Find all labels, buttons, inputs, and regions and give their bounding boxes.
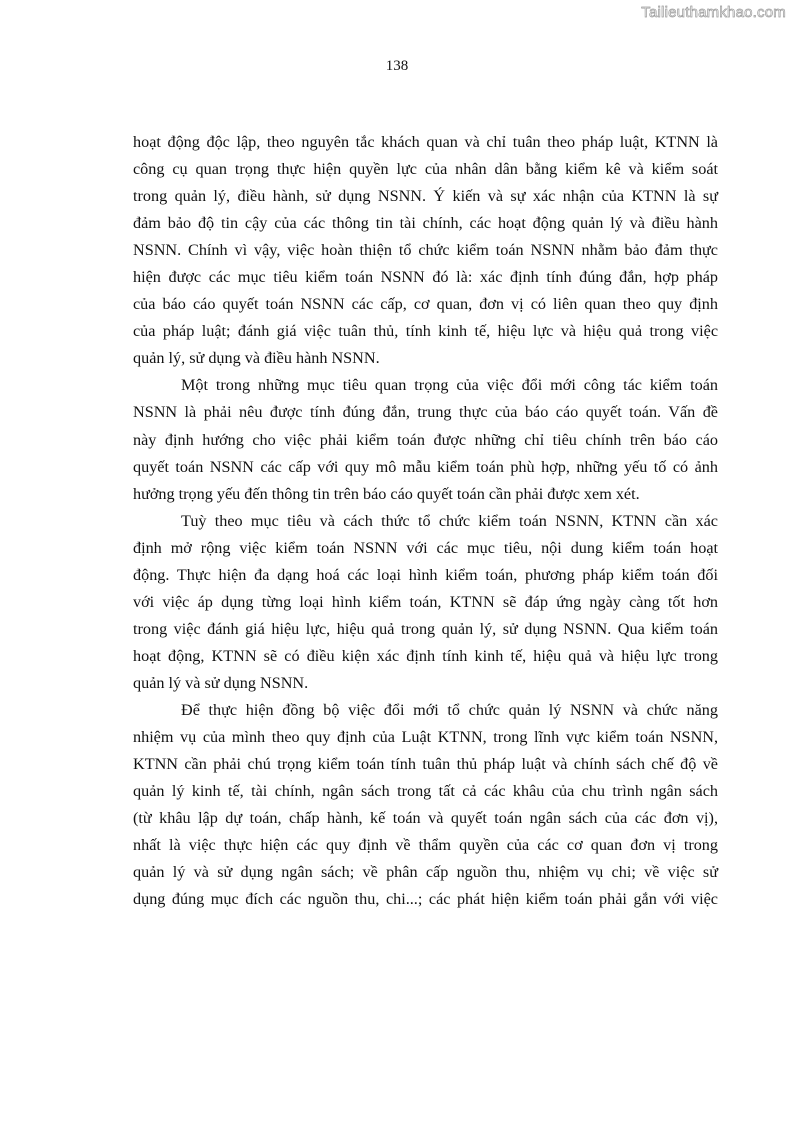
paragraph-1 bbox=[133, 129, 718, 372]
text-line: NSNN. Chính vì vậy, việc hoàn thiện tổ chức kiểm toán NSNN nhằm bảo đảm thực bbox=[133, 241, 718, 260]
page-number: 138 bbox=[385, 58, 409, 74]
text-line: (từ khâu lập dự toán, chấp hành, kế toán và quyết toán ngân sách của các đơn vị), bbox=[133, 809, 718, 828]
text-line: hoạt động, KTNN sẽ có điều kiện xác định tính kinh tế, hiệu quả và hiệu lực trong bbox=[133, 646, 718, 665]
text-line: định mở rộng việc kiểm toán NSNN với các mục tiêu, nội dung kiểm toán hoạt bbox=[133, 538, 718, 557]
text-line: nhất là việc thực hiện các quy định về thẩm quyền của các cơ quan đơn vị trong bbox=[133, 836, 718, 855]
text-line: KTNN cần phải chú trọng kiểm toán tính tuân thủ pháp luật và chính sách chế độ về bbox=[133, 755, 718, 774]
text-line: quyết toán NSNN các cấp với quy mô mẫu kiểm toán phù hợp, những yếu tố có ảnh bbox=[133, 457, 718, 476]
watermark: Tailieuthamkhao.com bbox=[641, 4, 786, 21]
text-line: nhiệm vụ của mình theo quy định của Luật KTNN, trong lĩnh vực kiểm toán NSNN, bbox=[133, 728, 718, 747]
text-line: quản lý, sử dụng và điều hành NSNN. bbox=[133, 349, 380, 368]
text-line: của pháp luật; đánh giá việc tuân thủ, tính kinh tế, hiệu lực và hiệu quả trong việc bbox=[133, 322, 718, 341]
text-line: này định hướng cho việc phải kiểm toán được những chỉ tiêu chính trên báo cáo bbox=[133, 430, 718, 449]
text-line: với việc áp dụng từng loại hình kiểm toán, KTNN sẽ đáp ứng ngày càng tốt hơn bbox=[133, 592, 718, 611]
text-line: Một trong những mục tiêu quan trọng của việc đổi mới công tác kiểm toán bbox=[181, 376, 718, 395]
paragraph-3 bbox=[133, 508, 718, 697]
text-line: Tuỳ theo mục tiêu và cách thức tổ chức kiểm toán NSNN, KTNN cần xác bbox=[181, 511, 718, 530]
text-line: đảm bảo độ tin cậy của các thông tin tài chính, các hoạt động quản lý và điều hành bbox=[133, 214, 718, 233]
text-line: quản lý và sử dụng ngân sách; về phân cấp nguồn thu, nhiệm vụ chi; về việc sử bbox=[133, 863, 718, 882]
text-line: quản lý và sử dụng NSNN. bbox=[133, 673, 309, 692]
text-line: dụng đúng mục đích các nguồn thu, chi...; các phát hiện kiểm toán phải gắn với việc bbox=[133, 890, 718, 909]
text-line: động. Thực hiện đa dạng hoá các loại hình kiểm toán, phương pháp kiểm toán đối bbox=[133, 565, 718, 584]
text-line: hoạt động độc lập, theo nguyên tắc khách quan và chỉ tuân theo pháp luật, KTNN là bbox=[133, 133, 718, 151]
text-line: hiện được các mục tiêu kiểm toán NSNN đó là: xác định tính đúng đắn, hợp pháp bbox=[133, 268, 718, 287]
text-line: NSNN là phải nêu được tính đúng đắn, trung thực của báo cáo quyết toán. Vấn đề bbox=[133, 403, 718, 422]
text-line: trong quản lý, điều hành, sử dụng NSNN. Ý kiến và sự xác nhận của KTNN là sự bbox=[133, 187, 718, 206]
text-line: quản lý kinh tế, tài chính, ngân sách trong tất cả các khâu của chu trình ngân sách bbox=[133, 782, 718, 801]
text-line: của báo cáo quyết toán NSNN các cấp, cơ quan, đơn vị có liên quan theo quy định bbox=[133, 295, 718, 314]
text-line: Để thực hiện đồng bộ việc đổi mới tổ chức quản lý NSNN và chức năng bbox=[181, 700, 718, 719]
paragraph-2 bbox=[133, 372, 718, 507]
text-line: hưởng trọng yếu đến thông tin trên báo cáo quyết toán cần phải được xem xét. bbox=[133, 484, 640, 503]
body-text bbox=[133, 129, 718, 913]
text-line: công cụ quan trọng thực hiện quyền lực của nhân dân bằng kiểm kê và kiểm soát bbox=[133, 160, 718, 179]
text-line: trong việc đánh giá hiệu lực, hiệu quả trong quản lý, sử dụng NSNN. Qua kiểm toán bbox=[133, 619, 718, 638]
paragraph-4 bbox=[133, 697, 718, 913]
